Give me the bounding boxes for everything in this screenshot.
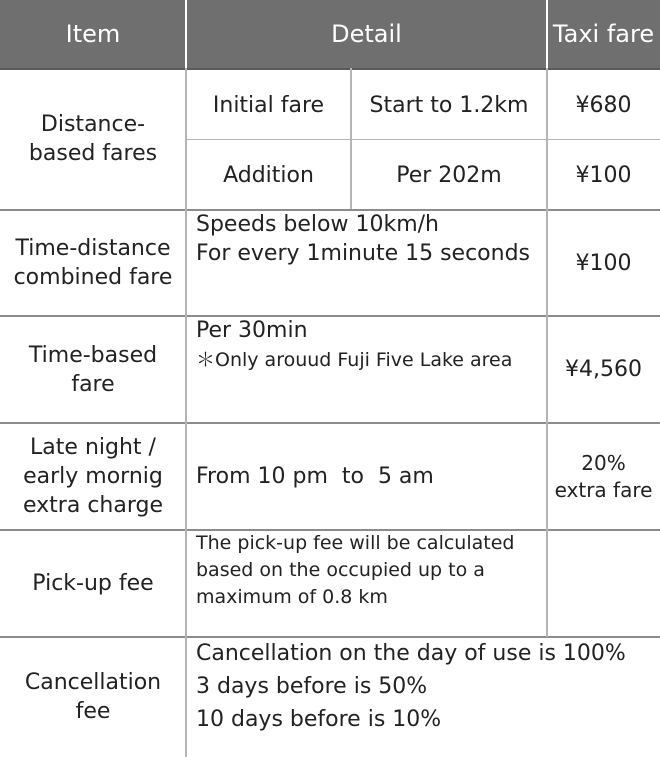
cancellation-detail-line: 10 days before is 10% [196,707,442,732]
addition-label: Addition [223,162,314,188]
header-item: Item [0,0,186,68]
time-based-item-line: fare [71,371,115,397]
time-distance-detail-cell [186,210,547,316]
pickup-detail-line: The pick-up fee will be calculated [196,532,515,554]
distance-item-cell [0,70,186,208]
row-divider [0,636,660,638]
time-based-detail-cell [186,316,547,423]
late-night-fare-cell [547,423,660,530]
late-night-item-line: Late night / [30,435,156,460]
late-night-item-line: early mornig [23,464,163,489]
addition-detail: Per 202m [396,162,502,188]
time-distance-fare: ¥100 [575,250,632,276]
initial-fare-detail: Start to 1.2km [369,92,529,118]
time-distance-detail-line: Speeds below 10km/h [196,212,439,237]
column-divider [350,68,352,209]
column-divider [546,68,548,637]
cancellation-item-line: fee [75,699,111,724]
late-night-fare-line: extra fare [554,477,653,502]
time-based-detail: Per 30min [196,318,308,343]
pickup-item: Pick-up fee [32,571,154,596]
pickup-detail-line: maximum of 0.8 km [196,586,388,608]
row-divider [0,68,660,70]
sub-row-divider [186,139,660,140]
pickup-detail-cell [186,530,547,637]
distance-item-line: based fares [28,141,158,166]
cancellation-detail-cell [186,637,660,757]
cancellation-item-cell [0,637,186,757]
column-divider [185,68,187,757]
time-distance-item-cell [0,210,186,316]
late-night-item-cell [0,423,186,530]
cancellation-detail-line: Cancellation on the day of use is 100% [196,641,626,666]
row-divider [0,209,660,211]
time-distance-detail-line: For every 1minute 15 seconds [196,241,531,266]
cancellation-detail-line: 3 days before is 50% [196,674,428,699]
time-based-note: ＊Only arouud Fuji Five Lake area [196,349,513,371]
time-based-item-cell [0,316,186,423]
time-distance-item-line: combined fare [13,265,173,290]
addition-amount: ¥100 [575,162,632,188]
late-night-item-line: extra charge [23,493,163,518]
late-night-detail: From 10 pm to 5 am [196,464,434,489]
header-detail: Detail [186,0,547,68]
time-distance-item-line: Time-distance [15,236,171,261]
initial-fare-label: Initial fare [212,92,325,118]
pickup-detail-line: based on the occupied up to a [196,559,485,581]
row-divider [0,422,660,424]
header-divider [185,0,187,68]
row-divider [0,315,660,317]
time-based-item-line: Time-based [28,342,158,368]
header-divider [546,0,548,68]
header-taxi-fare: Taxi fare [547,0,660,68]
distance-item-line: Distance- [40,112,146,137]
row-divider [0,529,660,531]
cancellation-item-line: Cancellation [24,670,162,695]
late-night-fare-line: 20% [581,450,626,475]
time-based-fare: ¥4,560 [565,357,642,382]
initial-fare-amount: ¥680 [575,92,632,118]
